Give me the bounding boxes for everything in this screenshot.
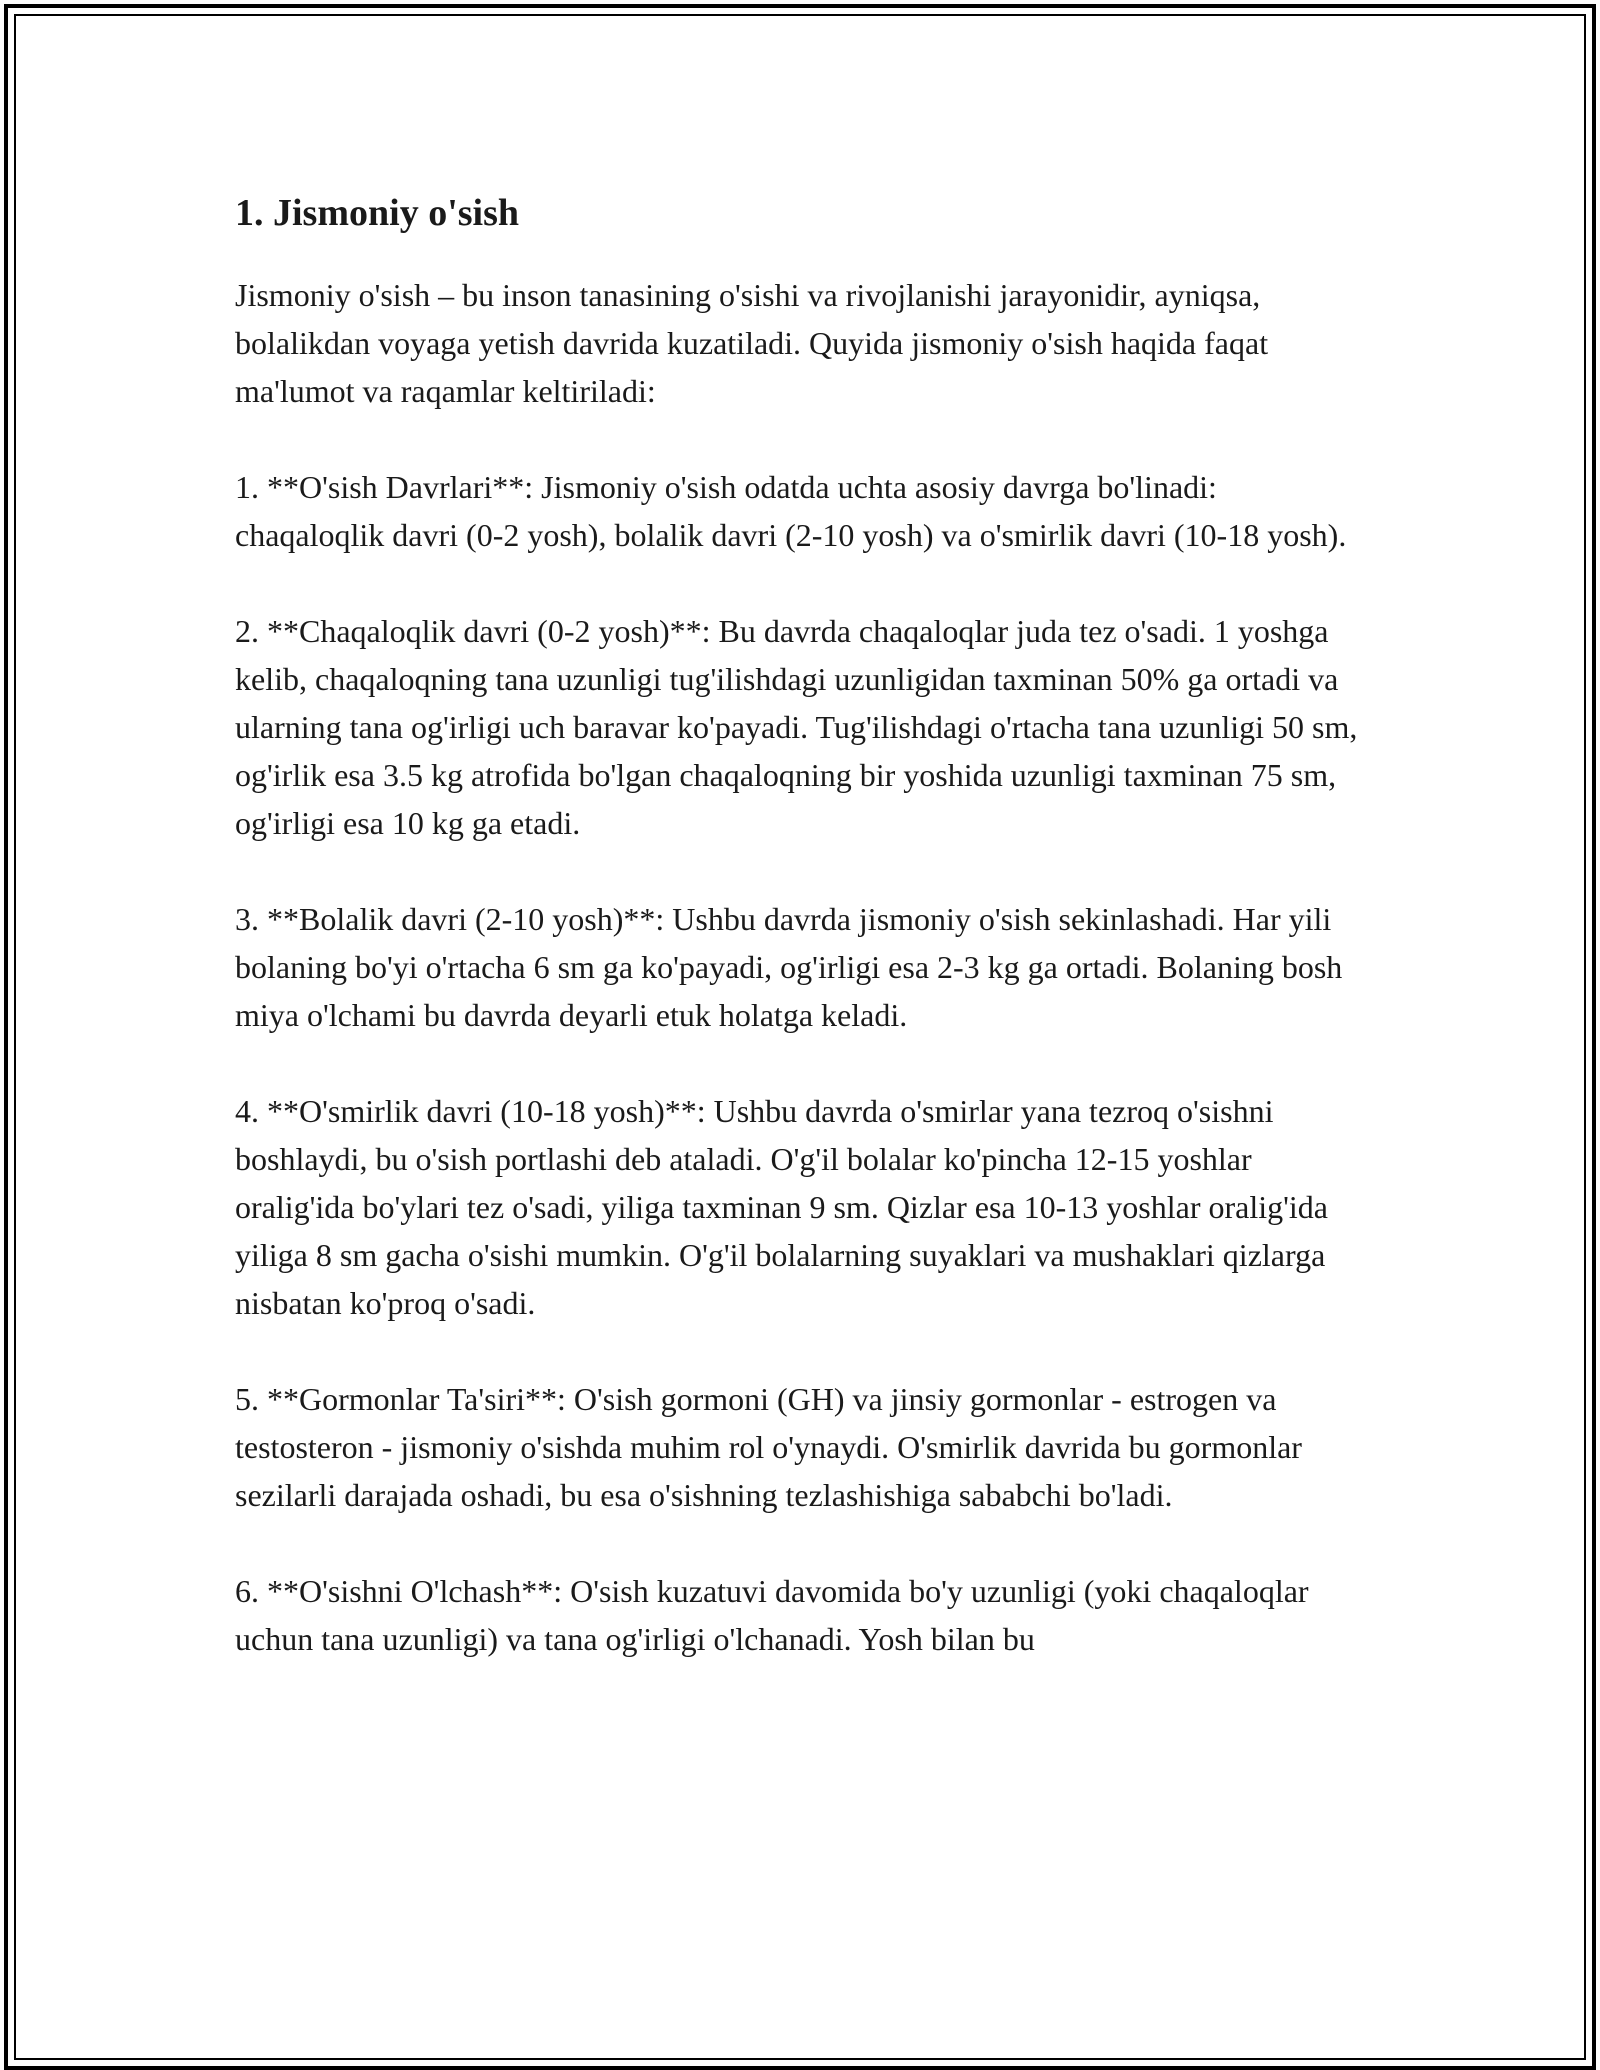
paragraph-childhood: 3. **Bolalik davri (2-10 yosh)**: Ushbu davrda jismoniy o'sish sekinlashadi. Har yili bolaning bo'yi o'rtacha 6 sm ga ko'payadi, og'irligi esa 2-3 kg ga ortadi. Bolaning bosh miya o'lchami bu davrda deyarli etuk holatga keladi. bbox=[235, 901, 1343, 1033]
paragraph-growth-periods: 1. **O'sish Davrlari**: Jismoniy o'sish odatda uchta asosiy davrga bo'linadi: chaqaloqlik davri (0-2 yosh), bolalik davri (2-10 yosh) va o'smirlik davri (10-18 yosh). bbox=[235, 469, 1347, 553]
section-heading: 1. Jismoniy o'sish bbox=[235, 192, 520, 234]
paragraph-hormones: 5. **Gormonlar Ta'siri**: O'sish gormoni (GH) va jinsiy gormonlar - estrogen va testosteron - jismoniy o'sishda muhim rol o'ynaydi. O'smirlik davrida bu gormonlar sezilarli darajada oshadi, bu esa o'sishning tezlashishiga sababchi bo'ladi. bbox=[235, 1381, 1302, 1513]
paragraph-measurement: 6. **O'sishni O'lchash**: O'sish kuzatuvi davomida bo'y uzunligi (yoki chaqaloqlar uchun tana uzunligi) va tana og'irligi o'lchanadi. Yosh bilan bu bbox=[235, 1573, 1309, 1657]
intro-paragraph: Jismoniy o'sish – bu inson tanasining o'sishi va rivojlanishi jarayonidir, ayniqsa, bolalikdan voyaga yetish davrida kuzatiladi. Quyida jismoniy o'sish haqida faqat ma'lumot va raqamlar keltiriladi: bbox=[235, 277, 1269, 409]
paragraph-adolescence: 4. **O'smirlik davri (10-18 yosh)**: Ushbu davrda o'smirlar yana tezroq o'sishni boshlaydi, bu o'sish portlashi deb ataladi. O'g'il bolalar ko'pincha 12-15 yoshlar oralig'ida bo'ylari tez o'sadi, yiliga taxminan 9 sm. Qizlar esa 10-13 yoshlar oralig'ida yiliga 8 sm gacha o'sishi mumkin. O'g'il bolalarning suyaklari va mushaklari qizlarga nisbatan ko'proq o'sadi. bbox=[235, 1093, 1328, 1321]
document-body bbox=[235, 185, 1370, 1711]
paragraph-infancy: 2. **Chaqaloqlik davri (0-2 yosh)**: Bu davrda chaqaloqlar juda tez o'sadi. 1 yoshga kelib, chaqaloqning tana uzunligi tug'ilishdagi uzunligidan taxminan 50% ga ortadi va ularning tana og'irligi uch baravar ko'payadi. Tug'ilishdagi o'rtacha tana uzunligi 50 sm, og'irlik esa 3.5 kg atrofida bo'lgan chaqaloqning bir yoshida uzunligi taxminan 75 sm, og'irligi esa 10 kg ga etadi. bbox=[235, 613, 1358, 841]
